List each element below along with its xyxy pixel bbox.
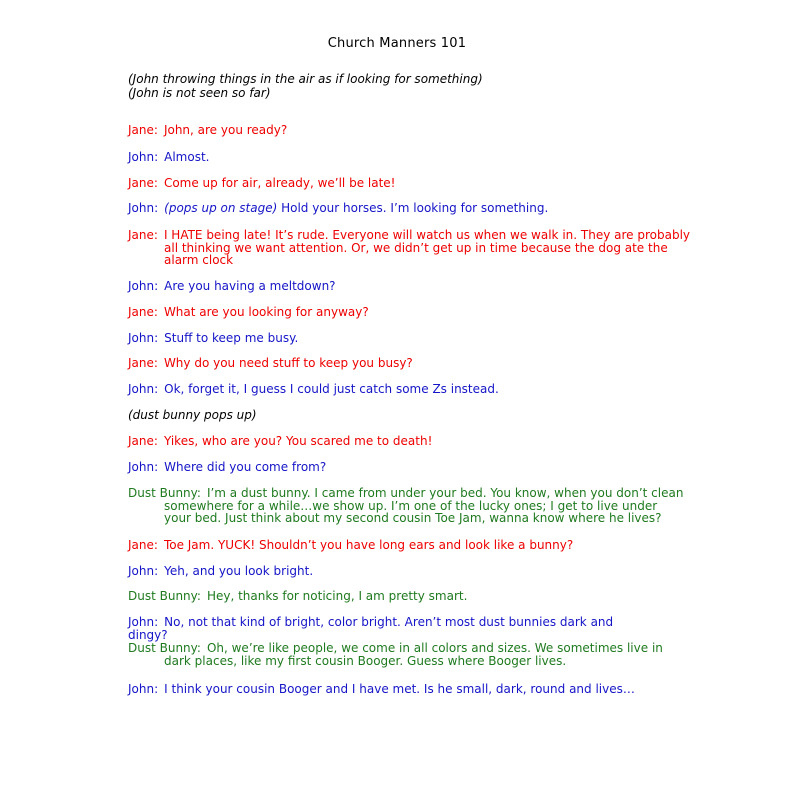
speaker-jane: Jane: (128, 538, 158, 552)
dialogue-line (128, 151, 648, 164)
dialogue-line (128, 642, 684, 667)
dialogue-text: No, not that kind of bright, color bright. Aren’t most dust bunnies dark and dingy? (128, 615, 614, 642)
dialogue-line (128, 461, 648, 474)
speaker-jane: Jane: (128, 305, 158, 319)
inline-stage-direction: (pops up on stage) (164, 201, 278, 215)
dialogue-text: Where did you come from? (164, 460, 327, 474)
dialogue-line (128, 590, 648, 603)
dialogue-line (128, 202, 648, 215)
dialogue-line (128, 124, 648, 137)
dialogue-line (128, 177, 648, 190)
dialogue-text: Hold your horses. I’m looking for something. (281, 201, 549, 215)
dialogue-text: John, are you ready? (163, 123, 288, 137)
dialogue-line (128, 616, 648, 641)
dialogue-line (128, 280, 648, 293)
dialogue-text: I think your cousin Booger and I have met. Is he small, dark, round and lives… (164, 682, 635, 696)
speaker-john: John: (128, 682, 159, 696)
dialogue-text: Almost. (164, 150, 210, 164)
dialogue-line (128, 539, 648, 552)
dialogue-line (128, 332, 648, 345)
speaker-jane: Jane: (128, 434, 158, 448)
speaker-dust-bunny: Dust Bunny: (128, 589, 201, 603)
speaker-dust-bunny: Dust Bunny: (128, 486, 201, 500)
speaker-john: John: (128, 201, 159, 215)
dialogue-text: Yeh, and you look bright. (164, 564, 314, 578)
dialogue-text: Come up for air, already, we’ll be late! (163, 176, 396, 190)
speaker-dust-bunny: Dust Bunny: (128, 641, 201, 655)
dialogue-text: Are you having a meltdown? (164, 279, 336, 293)
dialogue-line (128, 383, 648, 396)
dialogue-text: Ok, forget it, I guess I could just catch some Zs instead. (164, 382, 499, 396)
stage-direction: (John is not seen so far) (128, 86, 271, 100)
dialogue-line (128, 306, 648, 319)
dialogue-text: Hey, thanks for noticing, I am pretty smart. (206, 589, 468, 603)
dialogue-line (128, 357, 648, 370)
stage-direction: (dust bunny pops up) (128, 408, 257, 422)
dialogue-text: Toe Jam. YUCK! Shouldn’t you have long ears and look like a bunny? (163, 538, 574, 552)
stage-direction: (John throwing things in the air as if looking for something) (128, 72, 483, 86)
dialogue-line (128, 229, 696, 267)
speaker-john: John: (128, 382, 159, 396)
dialogue-text: Yikes, who are you? You scared me to death! (163, 434, 433, 448)
dialogue-text: Oh, we’re like people, we come in all colors and sizes. We sometimes live in dark places, like my first cousin Booger. Guess where Booger lives. (164, 641, 663, 668)
dialogue-text: I HATE being late! It’s rude. Everyone will watch us when we walk in. They are probably all thinking we want attention. Or, we didn’t get up in time because the dog ate the alarm clock (163, 228, 690, 267)
speaker-jane: Jane: (128, 228, 158, 242)
speaker-jane: Jane: (128, 123, 158, 137)
dialogue-line (128, 487, 684, 525)
speaker-john: John: (128, 460, 159, 474)
speaker-jane: Jane: (128, 356, 158, 370)
dialogue-text: I’m a dust bunny. I came from under your bed. You know, when you don’t clean somewhere for a while…we show up. I’m one of the lucky ones; I get to live under your bed. Just think about my second cousin Toe Jam, wanna know where he lives? (164, 486, 684, 525)
dialogue-line (128, 683, 648, 696)
dialogue-line (128, 565, 648, 578)
dialogue-text: Why do you need stuff to keep you busy? (163, 356, 413, 370)
speaker-john: John: (128, 150, 159, 164)
page-title: Church Manners 101 (327, 36, 467, 51)
speaker-john: John: (128, 331, 159, 345)
speaker-john: John: (128, 564, 159, 578)
speaker-john: John: (128, 615, 159, 629)
dialogue-text: Stuff to keep me busy. (164, 331, 299, 345)
speaker-john: John: (128, 279, 159, 293)
dialogue-line (128, 435, 648, 448)
speaker-jane: Jane: (128, 176, 158, 190)
dialogue-text: What are you looking for anyway? (163, 305, 369, 319)
